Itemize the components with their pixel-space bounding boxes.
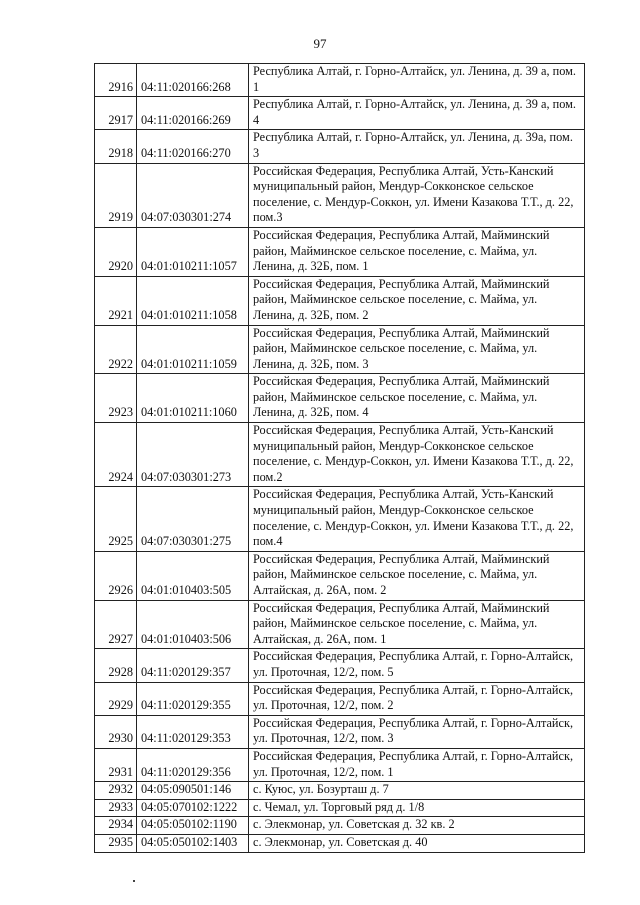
address: Республика Алтай, г. Горно-Алтайск, ул. Ленина, д. 39а, пом. 3 <box>249 130 585 163</box>
cadastral-number: 04:11:020129:353 <box>137 715 249 748</box>
cadastral-number: 04:01:010403:505 <box>137 551 249 600</box>
cadastral-number: 04:11:020166:270 <box>137 130 249 163</box>
table-row <box>95 130 585 163</box>
row-number: 2935 <box>95 834 137 852</box>
cadastral-number: 04:05:090501:146 <box>137 782 249 800</box>
cadastral-number: 04:01:010211:1058 <box>137 276 249 325</box>
cadastral-number: 04:07:030301:273 <box>137 423 249 487</box>
row-number: 2929 <box>95 682 137 715</box>
cadastral-number: 04:11:020166:269 <box>137 97 249 130</box>
table-row <box>95 649 585 682</box>
page-number: 97 <box>313 36 327 51</box>
address: Российская Федерация, Республика Алтай, Усть-Канский муниципальный район, Мендур-Сокконское сельское поселение, с. Мендур-Соккон, ул. Имени Казакова Т.Т., д. 22, пом.3 <box>249 163 585 227</box>
address: Российская Федерация, Республика Алтай, Усть-Канский муниципальный район, Мендур-Сокконское сельское поселение, с. Мендур-Соккон, ул. Имени Казакова Т.Т., д. 22, пом.4 <box>249 487 585 551</box>
table-row <box>95 97 585 130</box>
table-row <box>95 325 585 374</box>
address: Российская Федерация, Республика Алтай, Майминский район, Майминское сельское поселение, с. Майма, ул. Ленина, д. 32Б, пом. 4 <box>249 374 585 423</box>
row-number: 2926 <box>95 551 137 600</box>
address: с. Куюс, ул. Бозурташ д. 7 <box>249 782 585 800</box>
row-number: 2919 <box>95 163 137 227</box>
address: Российская Федерация, Республика Алтай, Усть-Канский муниципальный район, Мендур-Сокконское сельское поселение, с. Мендур-Соккон, ул. Имени Казакова Т.Т., д. 22, пом.2 <box>249 423 585 487</box>
table-row <box>95 163 585 227</box>
address: с. Элекмонар, ул. Советская д. 32 кв. 2 <box>249 817 585 835</box>
cadastral-number: 04:11:020129:356 <box>137 748 249 781</box>
cadastral-number: 04:01:010403:506 <box>137 600 249 649</box>
table-row <box>95 64 585 97</box>
table-row <box>95 817 585 835</box>
cadastral-number: 04:11:020129:355 <box>137 682 249 715</box>
address: Республика Алтай, г. Горно-Алтайск, ул. Ленина, д. 39 а, пом. 4 <box>249 97 585 130</box>
address: Российская Федерация, Республика Алтай, Майминский район, Майминское сельское поселение, с. Майма, ул. Алтайская, д. 26А, пом. 1 <box>249 600 585 649</box>
address: Российская Федерация, Республика Алтай, г. Горно-Алтайск, ул. Проточная, 12/2, пом. 2 <box>249 682 585 715</box>
table-row <box>95 715 585 748</box>
row-number: 2924 <box>95 423 137 487</box>
cadastral-number: 04:01:010211:1059 <box>137 325 249 374</box>
register-table-body <box>95 64 585 853</box>
cadastral-number: 04:01:010211:1057 <box>137 227 249 276</box>
row-number: 2930 <box>95 715 137 748</box>
cadastral-number: 04:05:050102:1403 <box>137 834 249 852</box>
address: Российская Федерация, Республика Алтай, Майминский район, Майминское сельское поселение, с. Майма, ул. Ленина, д. 32Б, пом. 1 <box>249 227 585 276</box>
scan-speck <box>133 880 135 882</box>
row-number: 2922 <box>95 325 137 374</box>
address: Российская Федерация, Республика Алтай, Майминский район, Майминское сельское поселение, с. Майма, ул. Алтайская, д. 26А, пом. 2 <box>249 551 585 600</box>
table-row <box>95 600 585 649</box>
cadastral-number: 04:07:030301:275 <box>137 487 249 551</box>
row-number: 2928 <box>95 649 137 682</box>
row-number: 2923 <box>95 374 137 423</box>
address: с. Чемал, ул. Торговый ряд д. 1/8 <box>249 799 585 817</box>
row-number: 2934 <box>95 817 137 835</box>
cadastral-number: 04:11:020166:268 <box>137 64 249 97</box>
row-number: 2933 <box>95 799 137 817</box>
table-row <box>95 487 585 551</box>
row-number: 2921 <box>95 276 137 325</box>
row-number: 2918 <box>95 130 137 163</box>
address: Российская Федерация, Республика Алтай, г. Горно-Алтайск, ул. Проточная, 12/2, пом. 1 <box>249 748 585 781</box>
cadastral-number: 04:07:030301:274 <box>137 163 249 227</box>
table-row <box>95 782 585 800</box>
row-number: 2932 <box>95 782 137 800</box>
cadastral-number: 04:11:020129:357 <box>137 649 249 682</box>
table-row <box>95 374 585 423</box>
table-row <box>95 551 585 600</box>
row-number: 2931 <box>95 748 137 781</box>
row-number: 2917 <box>95 97 137 130</box>
row-number: 2927 <box>95 600 137 649</box>
table-row <box>95 834 585 852</box>
row-number: 2916 <box>95 64 137 97</box>
table-row <box>95 276 585 325</box>
table-row <box>95 423 585 487</box>
table-row <box>95 227 585 276</box>
cadastral-number: 04:05:050102:1190 <box>137 817 249 835</box>
row-number: 2925 <box>95 487 137 551</box>
table-row <box>95 799 585 817</box>
address: Российская Федерация, Республика Алтай, г. Горно-Алтайск, ул. Проточная, 12/2, пом. 3 <box>249 715 585 748</box>
table-row <box>95 682 585 715</box>
table-row <box>95 748 585 781</box>
row-number: 2920 <box>95 227 137 276</box>
cadastral-number: 04:01:010211:1060 <box>137 374 249 423</box>
address: Республика Алтай, г. Горно-Алтайск, ул. Ленина, д. 39 а, пом. 1 <box>249 64 585 97</box>
address: Российская Федерация, Республика Алтай, Майминский район, Майминское сельское поселение, с. Майма, ул. Ленина, д. 32Б, пом. 2 <box>249 276 585 325</box>
address: Российская Федерация, Республика Алтай, Майминский район, Майминское сельское поселение, с. Майма, ул. Ленина, д. 32Б, пом. 3 <box>249 325 585 374</box>
address: с. Элекмонар, ул. Советская д. 40 <box>249 834 585 852</box>
address: Российская Федерация, Республика Алтай, г. Горно-Алтайск, ул. Проточная, 12/2, пом. 5 <box>249 649 585 682</box>
register-table <box>94 63 585 853</box>
cadastral-number: 04:05:070102:1222 <box>137 799 249 817</box>
